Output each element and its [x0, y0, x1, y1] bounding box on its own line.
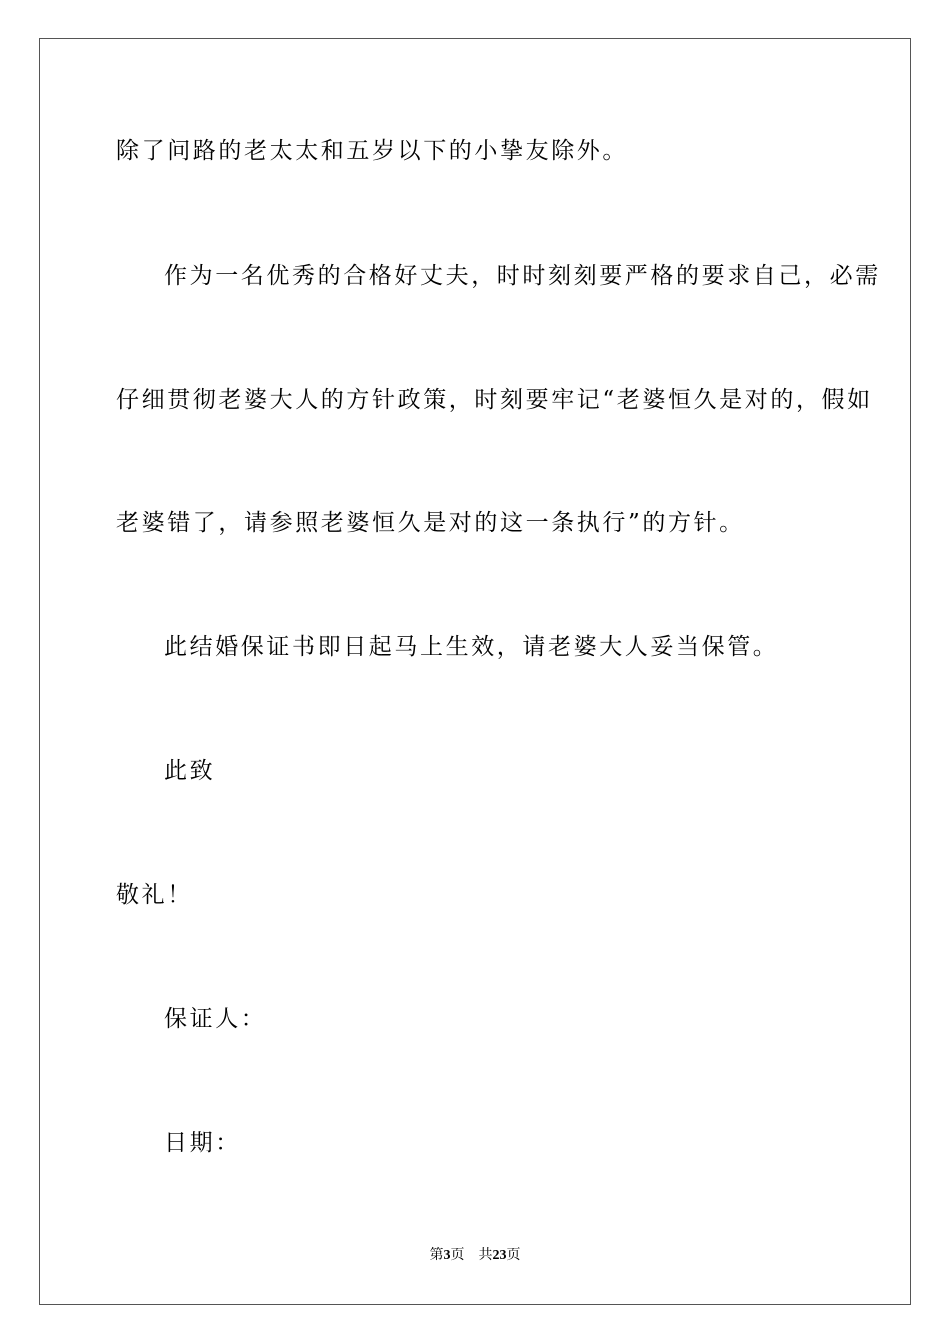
guarantor-label: 保证人： — [164, 1006, 267, 1032]
date-label: 日期： — [164, 1130, 241, 1156]
paragraph-line-4: 老婆错了，请参照老婆恒久是对的这一条执行”的方针。 — [116, 510, 745, 536]
page-prefix: 第 — [429, 1248, 444, 1263]
page-footer — [0, 1247, 950, 1265]
page-border — [39, 38, 911, 1305]
salutation-line: 此致 — [164, 758, 216, 784]
total-pages: 23 — [492, 1248, 507, 1263]
total-prefix: 共 — [478, 1248, 493, 1263]
paragraph-line-1: 除了问路的老太太和五岁以下的小挚友除外。 — [116, 138, 628, 164]
total-suffix: 页 — [506, 1248, 521, 1263]
page-suffix: 页 — [450, 1248, 465, 1263]
paragraph-line-2: 作为一名优秀的合格好丈夫，时时刻刻要严格的要求自己，必需 — [164, 263, 881, 289]
page-number: 3 — [443, 1248, 451, 1263]
paragraph-line-5: 此结婚保证书即日起马上生效，请老婆大人妥当保管。 — [164, 634, 779, 660]
paragraph-line-3: 仔细贯彻老婆大人的方针政策，时刻要牢记“老婆恒久是对的，假如 — [116, 387, 873, 413]
closing-line: 敬礼！ — [116, 882, 193, 908]
